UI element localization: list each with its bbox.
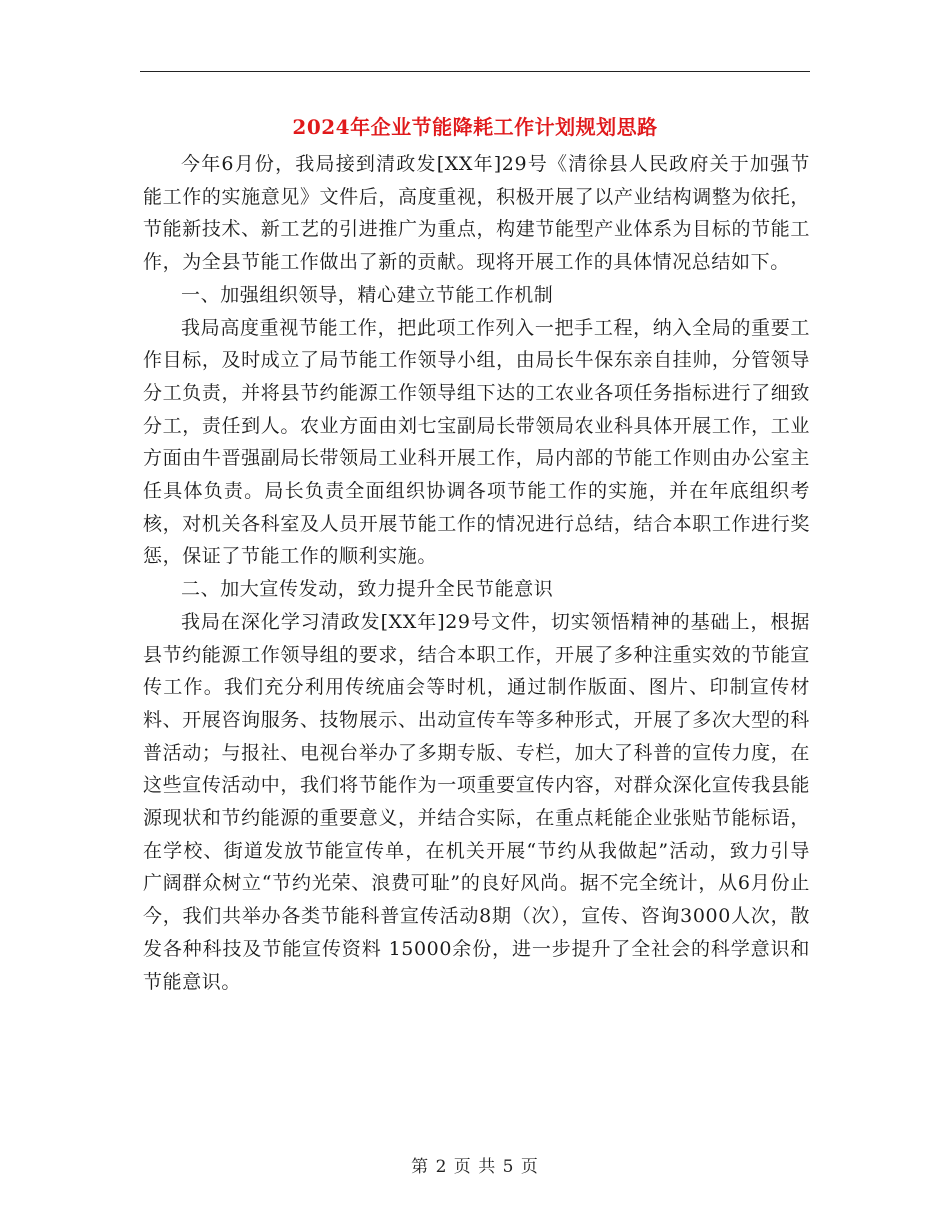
section-2-paragraph: 我局在深化学习清政发[XX年]29号文件，切实领悟精神的基础上，根据县节约能源工作领导组的要求，结合本职工作，开展了多种注重实效的节能宣传工作。我们充分利用传统庙会等时机，通过制作版面、图片、印制宣传材料、开展咨询服务、技物展示、出动宣传车等多种形式，开展了多次大型的科普活动；与报社、电视台举办了多期专版、专栏，加大了科普的宣传力度，在这些宣传活动中，我们将节能作为一项重要宣传内容，对群众深化宣传我县能源现状和节约能源的重要意义，并结合实际，在重点耗能企业张贴节能标语，在学校、街道发放节能宣传单，在机关开展“节约从我做起”活动，致力引导广阔群众树立“节约光荣、浪费可耻”的良好风尚。据不完全统计，从6月份止今，我们共举办各类节能科普宣传活动8期（次），宣传、咨询3000人次，散发各种科技及节能宣传资料 15000余份，进一步提升了全社会的科学意识和节能意识。: [143, 610, 810, 993]
document-title: 2024年企业节能降耗工作计划规划思路: [292, 115, 658, 139]
intro-paragraph: 今年6月份，我局接到清政发[XX年]29号《清徐县人民政府关于加强节能工作的实施意见》文件后，高度重视，积极开展了以产业结构调整为依托，节能新技术、新工艺的引进推广为重点，构建节能型产业体系为目标的节能工作，为全县节能工作做出了新的贡献。现将开展工作的具体情况总结如下。: [143, 153, 810, 274]
section-1-paragraph: 我局高度重视节能工作，把此项工作列入一把手工程，纳入全局的重要工作目标，及时成立了局节能工作领导小组，由局长牛保东亲自挂帅，分管领导分工负责，并将县节约能源工作领导组下达的工农业各项任务指标进行了细致分工，责任到人。农业方面由刘七宝副局长带领局农业科具体开展工作，工业方面由牛晋强副局长带领局工业科开展工作，局内部的节能工作则由办公室主任具体负责。局长负责全面组织协调各项节能工作的实施，并在年底组织考核，对机关各科室及人员开展节能工作的情况进行总结，结合本职工作进行奖惩，保证了节能工作的顺利实施。: [143, 316, 810, 568]
section-heading-2: 二、加大宣传发动，致力提升全民节能意识: [181, 578, 554, 601]
page-number: 第 2 页 共 5 页: [411, 1157, 539, 1177]
header-rule: [140, 71, 810, 72]
section-heading-1: 一、加强组织领导，精心建立节能工作机制: [181, 283, 554, 306]
document-body: [143, 148, 810, 998]
